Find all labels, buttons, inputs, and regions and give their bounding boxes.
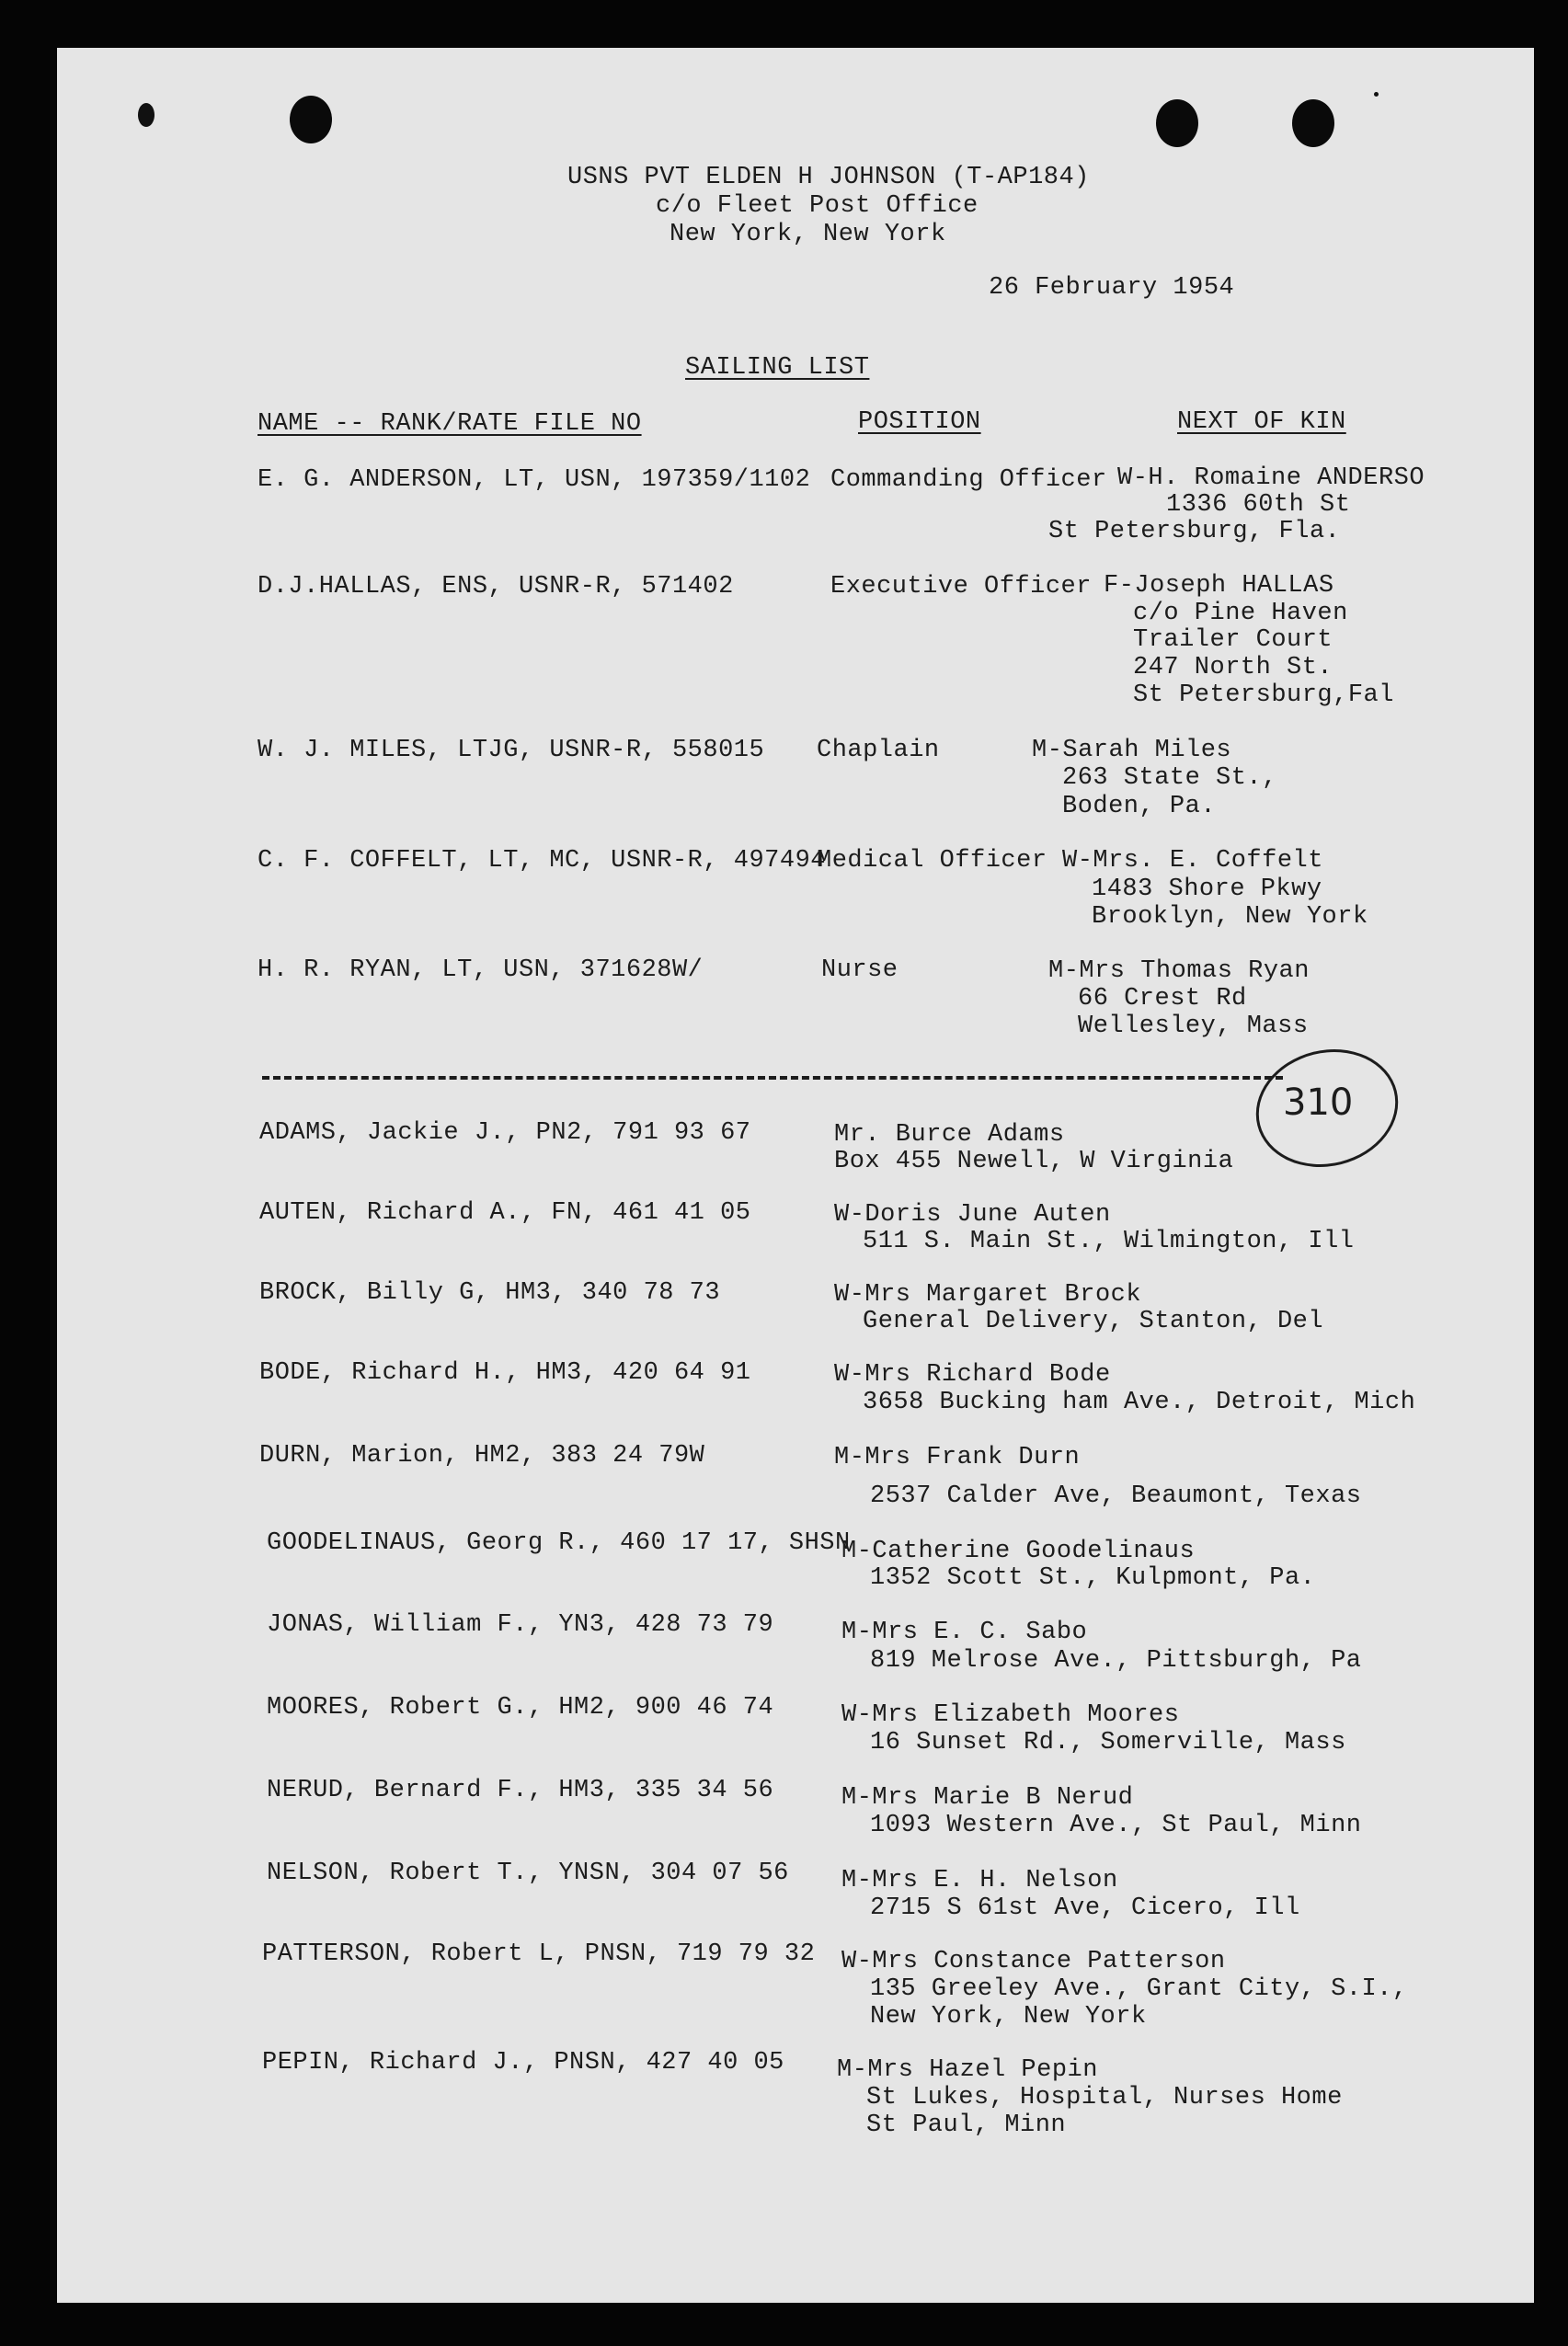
crew-kin-line: Box 455 Newell, W Virginia: [834, 1148, 1234, 1175]
column-header-position: POSITION: [858, 408, 981, 436]
crew-kin-line: 511 S. Main St., Wilmington, Ill: [863, 1228, 1355, 1255]
punch-hole-right-1: [1156, 99, 1198, 147]
crew-kin-line: 819 Melrose Ave., Pittsburgh, Pa: [870, 1647, 1362, 1675]
crew-kin-line: M-Catherine Goodelinaus: [841, 1538, 1196, 1565]
crew-name: NELSON, Robert T., YNSN, 304 07 56: [267, 1860, 789, 1887]
crew-kin-line: M-Mrs Hazel Pepin: [837, 2056, 1098, 2084]
officer-kin-line: Trailer Court: [1133, 626, 1333, 654]
officer-kin-line: M-Sarah Miles: [1032, 737, 1232, 764]
officer-name: H. R. RYAN, LT, USN, 371628W/: [258, 956, 704, 984]
crew-name: PATTERSON, Robert L, PNSN, 719 79 32: [262, 1940, 816, 1968]
crew-kin-line: 16 Sunset Rd., Somerville, Mass: [870, 1729, 1346, 1757]
officer-kin-line: 1336 60th St: [1166, 491, 1351, 519]
crew-kin-line: 3658 Bucking ham Ave., Detroit, Mich: [863, 1389, 1416, 1416]
crew-name: PEPIN, Richard J., PNSN, 427 40 05: [262, 2049, 784, 2077]
crew-kin-line: 2537 Calder Ave, Beaumont, Texas: [870, 1482, 1362, 1510]
crew-name: DURN, Marion, HM2, 383 24 79W: [259, 1442, 705, 1470]
crew-kin-line: Mr. Burce Adams: [834, 1121, 1065, 1149]
officer-kin-line: W-Mrs. E. Coffelt: [1062, 847, 1323, 875]
crew-kin-line: General Delivery, Stanton, Del: [863, 1308, 1324, 1335]
crew-kin-line: W-Mrs Elizabeth Moores: [841, 1701, 1180, 1729]
officer-kin-line: M-Mrs Thomas Ryan: [1048, 957, 1310, 985]
punch-hole-right-2: [1292, 99, 1334, 147]
section-divider: [262, 1076, 1283, 1080]
crew-kin-line: St Paul, Minn: [866, 2111, 1067, 2139]
crew-kin-line: M-Mrs Frank Durn: [834, 1444, 1081, 1471]
crew-name: ADAMS, Jackie J., PN2, 791 93 67: [259, 1119, 751, 1147]
handwritten-number: 310: [1283, 1081, 1354, 1124]
officer-position: Commanding Officer: [830, 466, 1107, 494]
officer-name: C. F. COFFELT, LT, MC, USNR-R, 497494: [258, 847, 826, 875]
crew-name: AUTEN, Richard A., FN, 461 41 05: [259, 1199, 751, 1227]
document-title: SAILING LIST: [685, 354, 870, 382]
officer-position: Chaplain: [817, 737, 940, 764]
officer-kin-line: St Petersburg,Fal: [1133, 681, 1394, 709]
crew-kin-line: 1093 Western Ave., St Paul, Minn: [870, 1812, 1362, 1839]
officer-position: Executive Officer: [830, 573, 1092, 601]
crew-name: BODE, Richard H., HM3, 420 64 91: [259, 1359, 751, 1387]
crew-kin-line: M-Mrs E. H. Nelson: [841, 1867, 1118, 1894]
crew-kin-line: 2715 S 61st Ave, Cicero, Ill: [870, 1894, 1300, 1922]
officer-kin-line: F-Joseph HALLAS: [1104, 572, 1334, 600]
address-line-1: c/o Fleet Post Office: [656, 192, 979, 220]
officer-name: E. G. ANDERSON, LT, USN, 197359/1102: [258, 466, 811, 494]
officer-kin-line: Boden, Pa.: [1062, 793, 1217, 820]
crew-kin-line: W-Doris June Auten: [834, 1201, 1111, 1229]
officer-kin-line: Brooklyn, New York: [1092, 903, 1368, 931]
ink-speck: [138, 103, 155, 127]
crew-kin-line: W-Mrs Richard Bode: [834, 1361, 1111, 1389]
column-header-kin: NEXT OF KIN: [1177, 408, 1346, 436]
crew-kin-line: W-Mrs Margaret Brock: [834, 1281, 1142, 1309]
crew-kin-line: New York, New York: [870, 2003, 1147, 2031]
officer-kin-line: W-H. Romaine ANDERSO: [1117, 464, 1425, 492]
officer-kin-line: 247 North St.: [1133, 654, 1333, 681]
officer-kin-line: c/o Pine Haven: [1133, 600, 1348, 627]
crew-name: GOODELINAUS, Georg R., 460 17 17, SHSN: [267, 1529, 851, 1557]
crew-kin-line: M-Mrs E. C. Sabo: [841, 1619, 1088, 1646]
officer-position: Nurse: [821, 956, 898, 984]
crew-name: MOORES, Robert G., HM2, 900 46 74: [267, 1694, 774, 1722]
address-line-2: New York, New York: [670, 221, 946, 248]
crew-kin-line: 1352 Scott St., Kulpmont, Pa.: [870, 1564, 1316, 1592]
column-header-name: NAME -- RANK/RATE FILE NO: [258, 410, 642, 438]
document-date: 26 February 1954: [989, 274, 1235, 302]
ink-speck: [1374, 92, 1379, 97]
officer-name: W. J. MILES, LTJG, USNR-R, 558015: [258, 737, 765, 764]
officer-kin-line: 1483 Shore Pkwy: [1092, 875, 1322, 903]
crew-kin-line: M-Mrs Marie B Nerud: [841, 1784, 1134, 1812]
officer-kin-line: 66 Crest Rd: [1078, 985, 1247, 1013]
crew-kin-line: St Lukes, Hospital, Nurses Home: [866, 2084, 1343, 2111]
crew-kin-line: W-Mrs Constance Patterson: [841, 1948, 1226, 1975]
officer-kin-line: Wellesley, Mass: [1078, 1013, 1309, 1040]
crew-name: NERUD, Bernard F., HM3, 335 34 56: [267, 1777, 774, 1804]
punch-hole-left: [290, 96, 332, 143]
officer-name: D.J.HALLAS, ENS, USNR-R, 571402: [258, 573, 734, 601]
officer-kin-line: 263 State St.,: [1062, 764, 1277, 792]
officer-kin-line: St Petersburg, Fla.: [1048, 518, 1341, 545]
crew-kin-line: 135 Greeley Ave., Grant City, S.I.,: [870, 1975, 1408, 2003]
crew-name: BROCK, Billy G, HM3, 340 78 73: [259, 1279, 721, 1307]
officer-position: Medical Officer: [817, 847, 1047, 875]
crew-name: JONAS, William F., YN3, 428 73 79: [267, 1611, 774, 1639]
ship-name: USNS PVT ELDEN H JOHNSON (T-AP184): [567, 164, 1090, 191]
